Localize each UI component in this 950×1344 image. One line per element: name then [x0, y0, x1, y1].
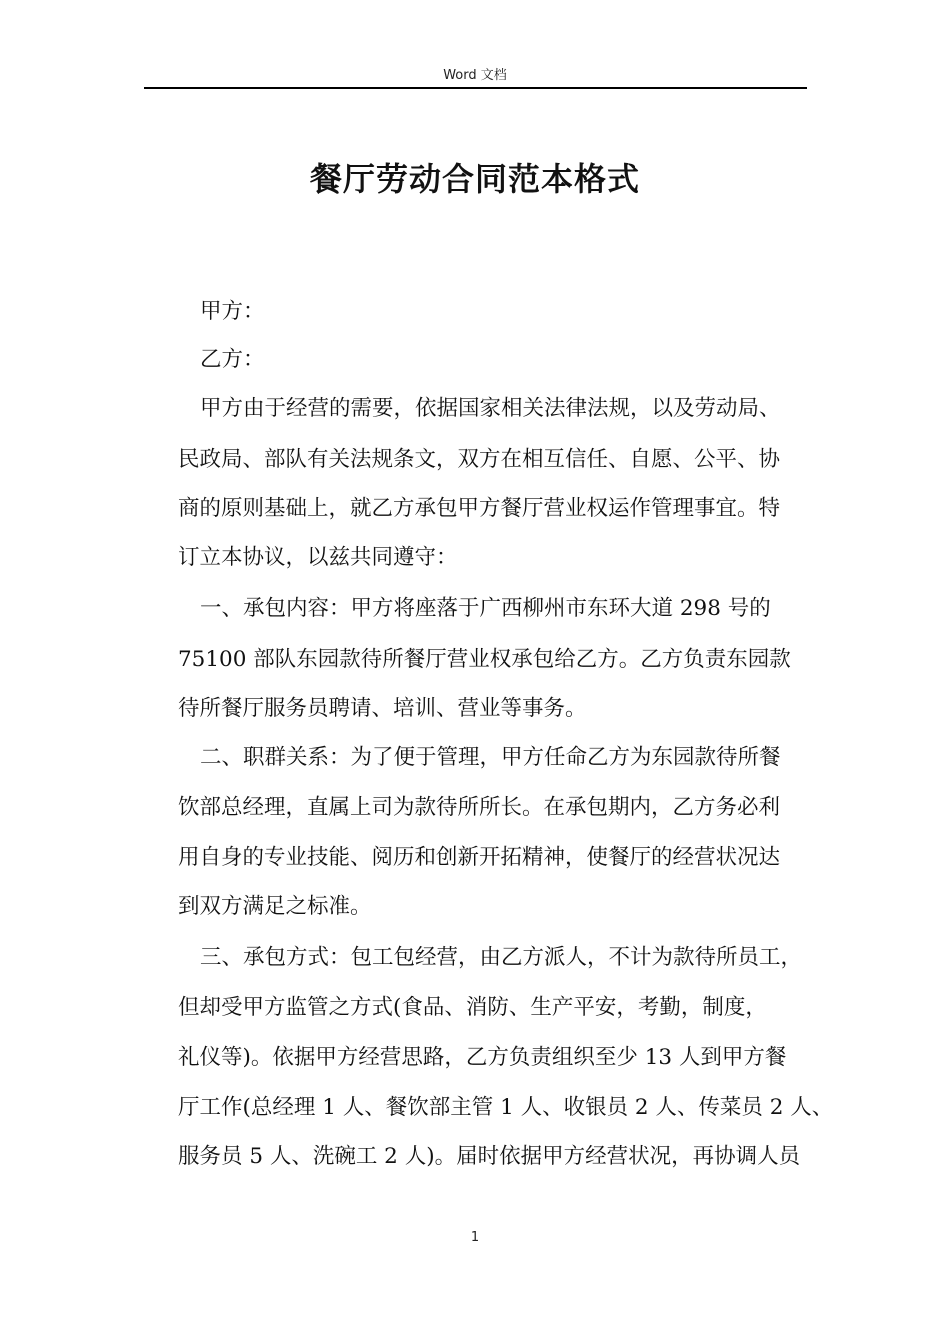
body-line: 饮部总经理，直属上司为款待所所长。在承包期内，乙方务必利: [178, 795, 781, 820]
clause-two-line: 二、职群关系：为了便于管理，甲方任命乙方为东园款待所餐: [200, 745, 781, 770]
body-line: 待所餐厅服务员聘请、培训、营业等事务。: [178, 696, 587, 721]
document-title: 餐厅劳动合同范本格式: [309, 160, 640, 198]
body-line: 订立本协议，以兹共同遵守：: [178, 545, 458, 570]
body-line: 甲方由于经营的需要，依据国家相关法律法规，以及劳动局、: [200, 396, 781, 421]
page-header: Word 文档: [443, 68, 507, 83]
body-line: 服务员 5 人、洗碗工 2 人)。届时依据甲方经营状况，再协调人员: [178, 1144, 801, 1169]
party-a-line: 甲方：: [200, 299, 265, 324]
body-line: 75100 部队东园款待所餐厅营业权承包给乙方。乙方负责东园款: [178, 647, 791, 672]
body-line: 商的原则基础上，就乙方承包甲方餐厅营业权运作管理事宜。特: [178, 496, 781, 521]
party-b-line: 乙方：: [200, 347, 265, 372]
body-line: 但却受甲方监管之方式(食品、消防、生产平安，考勤，制度，: [178, 995, 767, 1020]
body-line: 用自身的专业技能、阅历和创新开拓精神，使餐厅的经营状况达: [178, 845, 781, 870]
body-line: 民政局、部队有关法规条文，双方在相互信任、自愿、公平、协: [178, 447, 781, 472]
body-line: 厅工作(总经理 1 人、餐饮部主管 1 人、收银员 2 人、传菜员 2 人、: [178, 1095, 834, 1120]
header-divider: [144, 87, 807, 89]
page-number: 1: [470, 1230, 480, 1245]
clause-three-line: 三、承包方式：包工包经营，由乙方派人，不计为款待所员工，: [200, 945, 803, 970]
body-line: 到双方满足之标准。: [178, 894, 372, 919]
body-line: 礼仪等)。依据甲方经营思路，乙方负责组织至少 13 人到甲方餐: [178, 1045, 787, 1070]
clause-one-line: 一、承包内容：甲方将座落于广西柳州市东环大道 298 号的: [200, 596, 771, 621]
